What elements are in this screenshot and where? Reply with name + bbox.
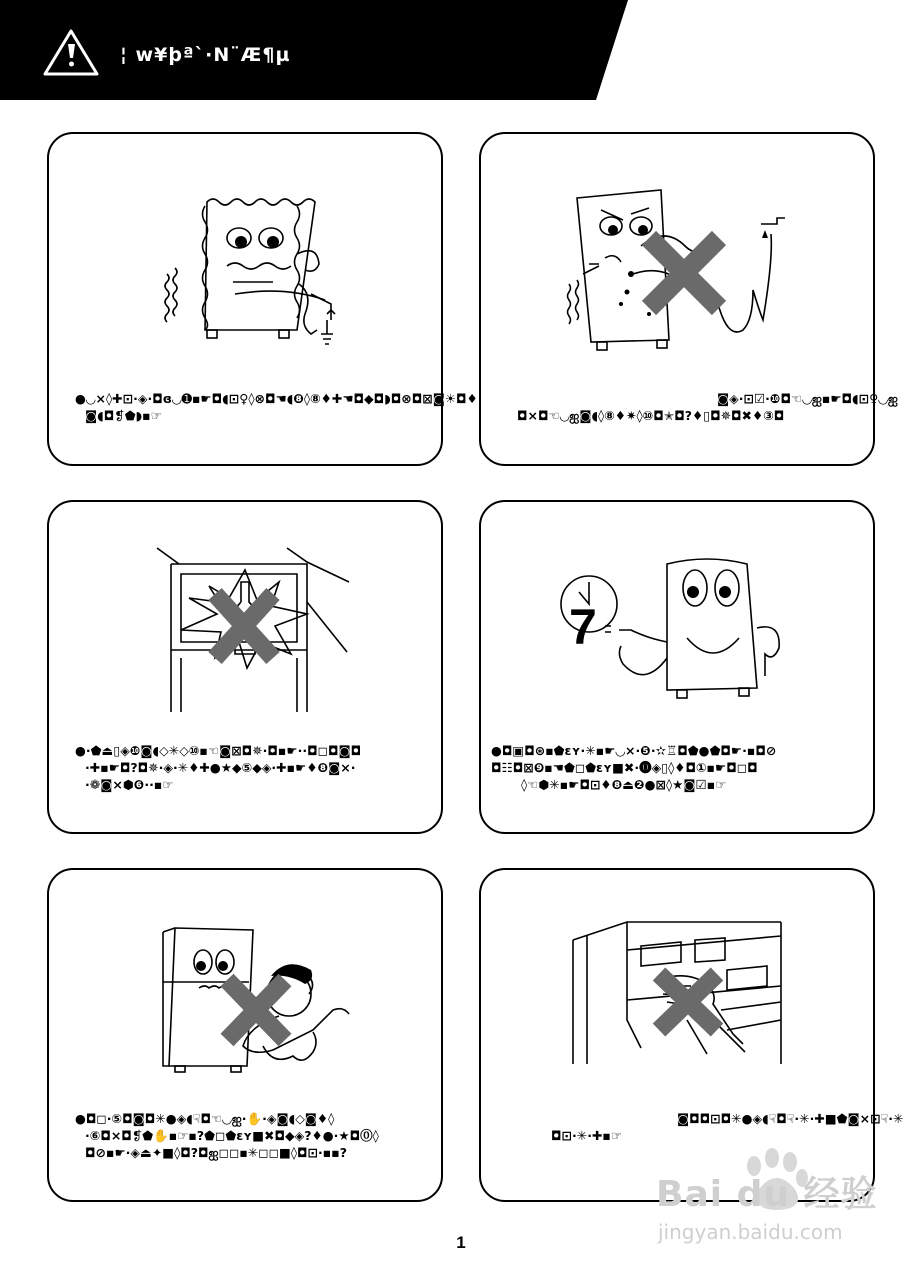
baidu-watermark: [656, 1138, 906, 1248]
instruction-panel-4: [479, 500, 875, 834]
page-title: ¦ w¥þª`·N¨Æ¶µ: [120, 44, 291, 66]
instruction-panel-1: [47, 132, 478, 466]
panel-2-caption: [507, 390, 898, 424]
caption-line: ◙◈·⊡☑·❿◘☜◡ஐ▪☛◘◖⊡♀◡ஐ: [717, 391, 898, 406]
caption-line: ●◡×◊✚⊡·◈·◘ɞ◡➊▪☛◘◖⊡♀◊⊗◘☚◖❽◊⑧♦✚☚◘◆◘◗◘⊗◘⊠◙☀◘♦: [75, 391, 478, 406]
caption-line: ·❁◙×⬢❻··▪☞: [85, 777, 174, 792]
prohibited-cross-icon: [227, 980, 285, 1040]
caption-line: ●·⬟⏏▯◈❿◙◖◇✳◇⑩▪☜◙⊠◘✵·◘▪☛··◘◻◘◙◘: [75, 743, 362, 758]
caption-line: ●◘◻·⑤◘◙◘✳●◈◖☟◘☜◡ஐ·✋·◈◙◖◇◙♦◊: [75, 1111, 335, 1126]
caption-line: ●◘▣◘⊛▪⬟ɛʏ·✳▪☛◡×·❺·✫♖◘⬟●⬟◘☛·▪◘⊘: [491, 743, 777, 758]
caption-line: ◙◘◘⊡◘✳●◈◖☟◘☟·✳·✚■⬟◙×⊡☟·✳: [677, 1111, 904, 1126]
page-number: 1: [456, 1233, 466, 1252]
watermark-brand: Bai du 经验: [656, 1174, 878, 1215]
caption-line: ◘×◘☜◡ஐ◙◖◊⑧♦✷◊⑩◘✭◘?♦▯◘✵◘✖♦③◘: [517, 408, 785, 423]
watermark-url: jingyan.baidu.com: [658, 1220, 843, 1244]
caption-line: ◘⊡·✳·✚▪☞: [551, 1128, 623, 1143]
header-banner: [0, 0, 922, 100]
caption-line: ·✚▪☛◘?◘✵·◈·✳♦✚●★◆⑤◆◈·✚▪☛♦❽◙×·: [85, 760, 356, 775]
panel-4-caption: [491, 742, 776, 793]
prohibited-cross-icon: [649, 238, 719, 308]
instruction-panel-2: [479, 132, 898, 466]
panel-5-caption: [75, 1110, 379, 1161]
caption-line: ◘⊘▪☛·◈⏏✦■◊◘?◘ஐ◻◻▪✳◻◻■◊◘⊡·▪▪?: [85, 1145, 347, 1160]
caption-line: ·⑥◘×◘❡⬟✋▪☞▪?⬟◻⬟ɛʏ■✖◘◆◈?♦●·★◘⓪◊: [85, 1128, 379, 1143]
instruction-panel-5: [47, 868, 443, 1202]
prohibited-cross-icon: [215, 594, 273, 658]
clock-digit: 7: [569, 599, 597, 655]
caption-line: ◊☜⬢✳▪☛◘⊡♦❽⏏❷●⊠◊★◙☑▪☞: [521, 777, 727, 792]
panel-1-caption: [75, 390, 478, 424]
caption-line: ◘☷◘⊠❾▪☚⬟◻⬟ɛʏ■✖·⓿◈▯◊♦◘①▪☛◘◻◘: [491, 760, 758, 775]
panel-3-caption: [75, 742, 361, 793]
caption-line: ◙◖◘❡⬟◗▪☞: [85, 408, 162, 423]
instruction-panel-3: [47, 500, 443, 834]
